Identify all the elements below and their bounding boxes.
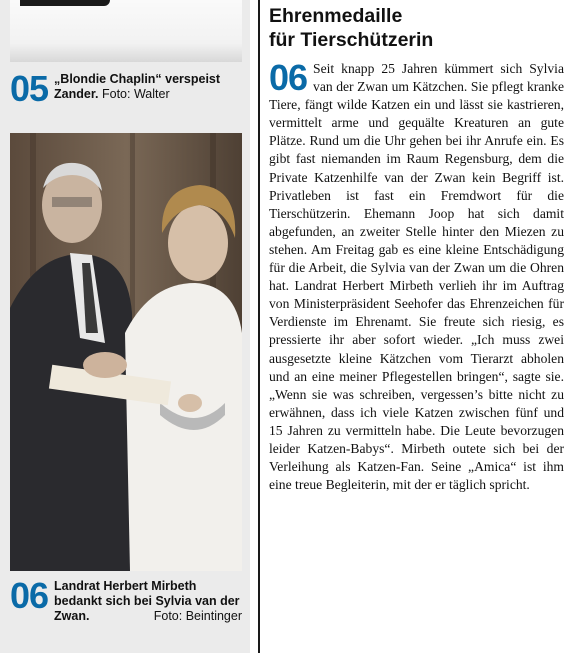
article-headline [269, 4, 569, 52]
column-divider [258, 0, 260, 653]
article-number: 06 [269, 57, 308, 98]
photo-dark-object [20, 0, 110, 6]
photo-caption-05 [10, 68, 242, 109]
headline-line-2: für Tierschützerin [269, 29, 434, 51]
headline-line-1: Ehrenmedaille [269, 5, 403, 27]
photo-caption-06 [10, 575, 242, 624]
photo-credit: Foto: Walter [102, 87, 170, 101]
article-text: Seit knapp 25 Jahren kümmert sich Sylvia van der Zwan um Kätzchen. Sie pflegt kranke Tiere, fängt wilde Katzen ein und lässt sie kastrieren, vermittelt arme und gequälte Kreaturen an gute Plätze. Rund um die Uhr gehen bei ihr Anrufe ein. Es gibt fast niemanden im Raum Regensburg, dem die Private Katzenhilfe van der Zwan kein Begriff ist. Privatleben ist fast ein Fremdwort für die Tierschützerin. Ehemann Joop hat sich damit abgefunden, an zweiter Stelle hinter den Miezen zu stehen. Am Freitag gab es eine kleine Entschädigung für die Arbeit, die Sylvia van der Zwan um die Ohren hat. Landrat Herbert Mirbeth verlieh ihr im Auftrag von Ministerpräsident Seehofer das Ehrenzeichen für Verdienste im Ehrenamt. Sie freute sich riesig, es pressierte ihr aber sofort wieder. „Ich muss zwei ausgesetzte kleine Kätzchen vom Tierarzt abholen und an eine meiner Pflegestellen bringen“, sagte sie. „Wenn sie was schreiben, vergessen’s bitte nicht zu erwähnen, dass ich viele Katzen zwischen fünf und 15 Jahren zu vermitteln habe. Die Leute bevorzugen leider Katzen-Babys“. Mirbeth outete sich bei der Verleihung als Katzen-Fan. Seine „Amica“ ist ihm eine treue Begleiterin, mit der er täglich spricht. [269, 61, 564, 493]
photo-background [10, 0, 242, 62]
article-body [269, 57, 564, 494]
caption-number: 05 [10, 68, 49, 109]
caption-text: „Blondie Chaplin“ verspeist Zander. [54, 72, 221, 101]
award-photo [10, 133, 242, 571]
caption-text: Landrat Herbert Mirbeth bedankt sich bei Sylvia van der Zwan. [54, 579, 240, 623]
caption-number: 06 [10, 575, 49, 616]
top-photo-fragment [10, 0, 242, 62]
award-photo-illustration [10, 133, 242, 571]
photo-credit: Foto: Beintinger [153, 609, 242, 623]
photo-sidebar [0, 0, 250, 653]
